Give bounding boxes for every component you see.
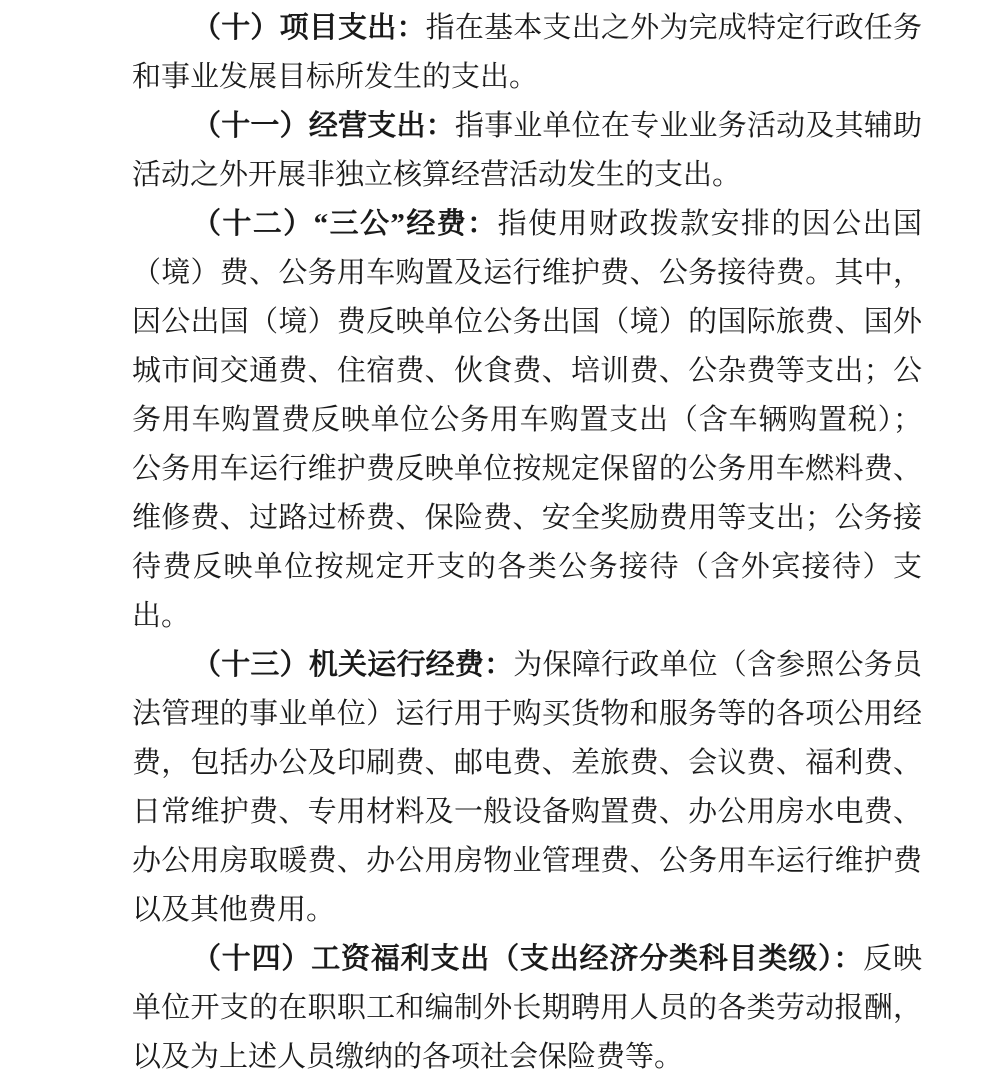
paragraph-body: 指事业单位在专业业务活动及其辅助活动之外开展非独立核算经营活动发生的支出。 bbox=[132, 110, 922, 191]
paragraph-lead: （十四）工资福利支出（支出经济分类科目类级）： bbox=[192, 943, 864, 975]
paragraph-lead: （十）项目支出： bbox=[192, 12, 426, 44]
paragraph-lead: （十二）“三公”经费： bbox=[192, 208, 498, 240]
paragraph-body: 为保障行政单位（含参照公务员法管理的事业单位）运行用于购买货物和服务等的各项公用经费，包括办公及印刷费、邮电费、差旅费、会议费、福利费、日常维护费、专用材料及一般设备购置费、办公用房水电费、办公用房取暖费、办公用房物业管理费、公务用车运行维护费以及其他费用。 bbox=[132, 649, 922, 926]
paragraph-item-14 bbox=[132, 935, 922, 1082]
paragraph-item-12 bbox=[132, 200, 922, 641]
paragraph-item-13 bbox=[132, 641, 922, 935]
paragraph-item-10 bbox=[132, 4, 922, 102]
paragraph-body: 指在基本支出之外为完成特定行政任务和事业发展目标所发生的支出。 bbox=[132, 12, 922, 93]
paragraph-body: 反映单位开支的在职职工和编制外长期聘用人员的各类劳动报酬，以及为上述人员缴纳的各项社会保险费等。 bbox=[132, 943, 922, 1073]
paragraph-lead: （十一）经营支出： bbox=[192, 110, 455, 142]
paragraph-lead: （十三）机关运行经费： bbox=[192, 649, 514, 681]
paragraph-item-11 bbox=[132, 102, 922, 200]
paragraph-body: 指使用财政拨款安排的因公出国（境）费、公务用车购置及运行维护费、公务接待费。其中，因公出国（境）费反映单位公务出国（境）的国际旅费、国外城市间交通费、住宿费、伙食费、培训费、公杂费等支出；公务用车购置费反映单位公务用车购置支出（含车辆购置税）；公务用车运行维护费反映单位按规定保留的公务用车燃料费、维修费、过路过桥费、保险费、安全奖励费用等支出；公务接待费反映单位按规定开支的各类公务接待（含外宾接待）支出。 bbox=[132, 208, 922, 632]
